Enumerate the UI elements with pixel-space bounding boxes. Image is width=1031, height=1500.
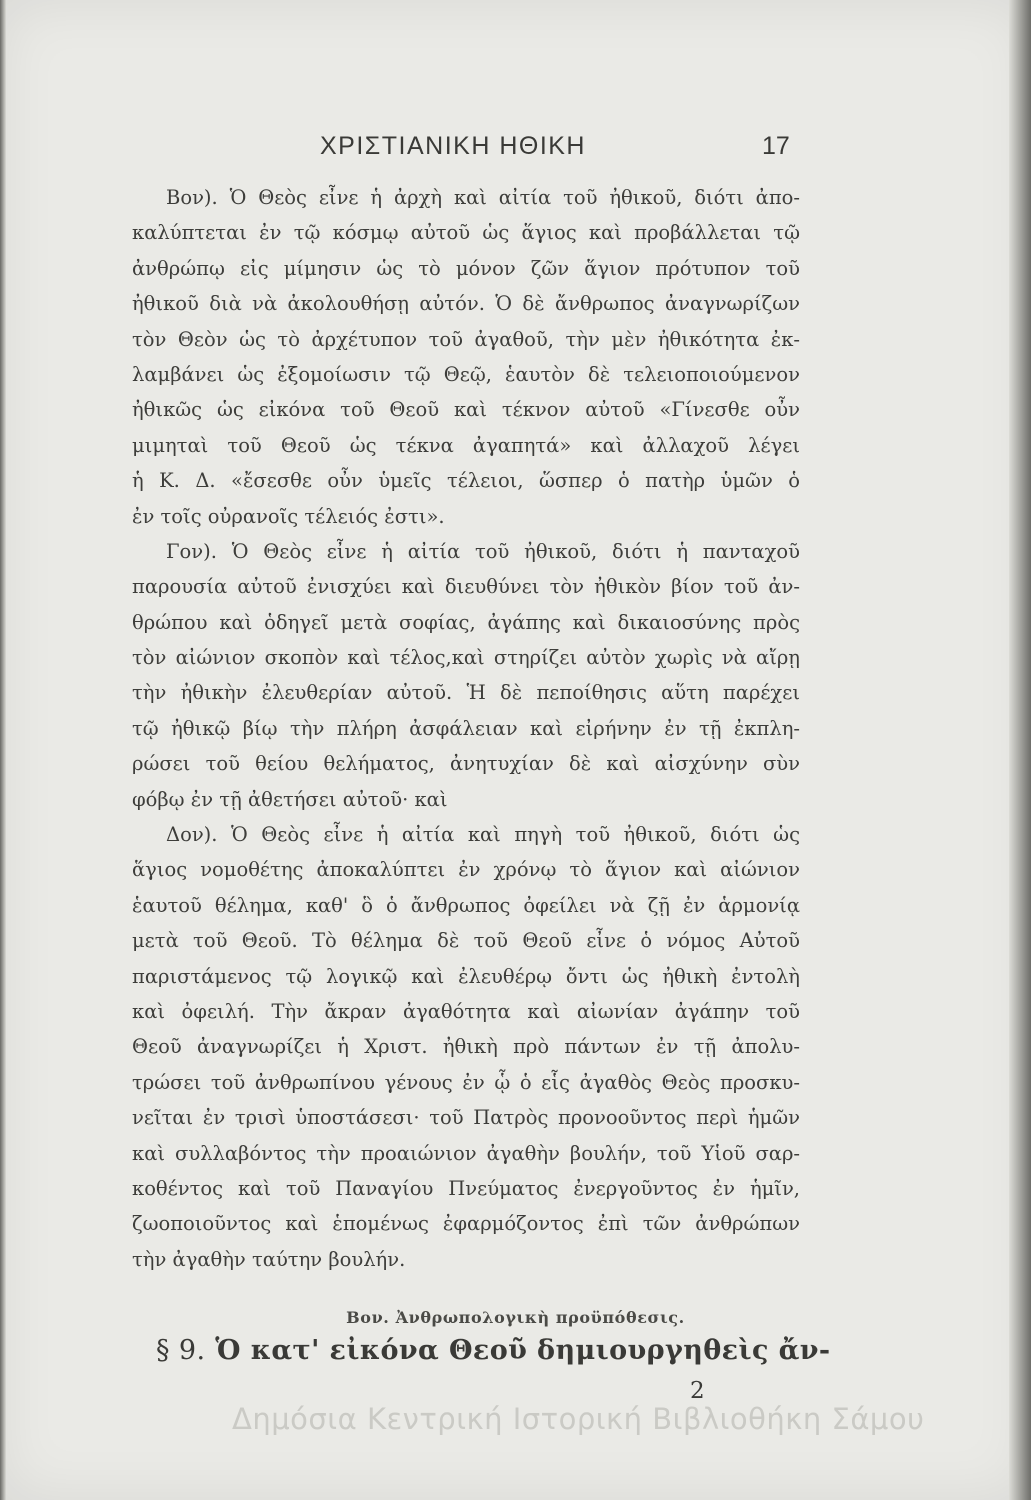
text-line: ζωοποιοῦντος καὶ ἑπομένως ἐφαρμόζοντος ἐπὶ τῶν ἀνθρώπων xyxy=(132,1212,800,1236)
text-line: ἡ Κ. Δ. «ἔσεσθε οὖν ὑμεῖς τέλειοι, ὥσπερ ὁ πατὴρ ὑμῶν ὁ xyxy=(132,469,800,493)
text-line: ρώσει τοῦ θείου θελήματος, ἀνητυχίαν δὲ καὶ αἰσχύνην σὺν xyxy=(132,752,800,776)
text-line: θρώπου καὶ ὁδηγεῖ μετὰ σοφίας, ἀγάπης καὶ δικαιοσύνης πρὸς xyxy=(132,610,800,634)
text-line: ἠθικοῦ διὰ νὰ ἀκολουθήσῃ αὐτόν. Ὁ δὲ ἄνθρωπος ἀναγνωρίζων xyxy=(132,292,800,316)
text-line: φόβῳ ἐν τῇ ἀθετήσει αὐτοῦ· καὶ xyxy=(132,787,448,811)
text-line: τρώσει τοῦ ἀνθρωπίνου γένους ἐν ᾧ ὁ εἷς ἀγαθὸς Θεὸς προσκυ- xyxy=(132,1070,800,1094)
text-line: καὶ ὀφειλή. Τὴν ἄκραν ἀγαθότητα καὶ αἰωνίαν ἀγάπην τοῦ xyxy=(132,999,800,1023)
text-line: παρουσία αὐτοῦ ἐνισχύει καὶ διευθύνει τὸν ἠθικὸν βίον τοῦ ἀν- xyxy=(132,575,800,599)
text-line: Θεοῦ ἀναγνωρίζει ἡ Χριστ. ἠθικὴ πρὸ πάντων ἐν τῇ ἀπολυ- xyxy=(132,1035,800,1059)
text-line: καλύπτεται ἐν τῷ κόσμῳ αὐτοῦ ὡς ἅγιος καὶ προβάλλεται τῷ xyxy=(132,221,800,245)
text-line: ἅγιος νομοθέτης ἀποκαλύπτει ἐν χρόνῳ τὸ ἅγιον καὶ αἰώνιον xyxy=(132,858,800,882)
text-line: ἀνθρώπῳ εἰς μίμησιν ὡς τὸ μόνον ζῶν ἅγιον πρότυπον τοῦ xyxy=(132,256,800,280)
section-heading xyxy=(156,1335,831,1366)
paragraph-delta xyxy=(132,817,800,1277)
text-line: κοθέντος καὶ τοῦ Παναγίου Πνεύματος ἐνεργοῦντος ἐν ἡμῖν, xyxy=(132,1176,800,1200)
text-line: ἐν τοῖς οὐρανοῖς τέλειός ἐστι». xyxy=(132,504,445,528)
page-left-edge xyxy=(0,0,6,1500)
body-text xyxy=(132,180,800,1277)
section-title: Ὁ κατ' εἰκόνα Θεοῦ δημιουργηθεὶς ἄν- xyxy=(215,1335,831,1366)
signature-mark: 2 xyxy=(690,1378,705,1404)
library-watermark: Δημόσια Κεντρική Ιστορική Βιβλιοθήκη Σάμου xyxy=(232,1402,925,1436)
text-line: νεῖται ἐν τρισὶ ὑποστάσεσι· τοῦ Πατρὸς προνοοῦντος περὶ ἡμῶν xyxy=(132,1106,800,1130)
text-line: μιμηταὶ τοῦ Θεοῦ ὡς τέκνα ἀγαπητά» καὶ ἀλλαχοῦ λέγει xyxy=(132,433,800,457)
page-right-edge xyxy=(1009,0,1031,1500)
text-line: Δον). Ὁ Θεὸς εἶνε ἡ αἰτία καὶ πηγὴ τοῦ ἠθικοῦ, διότι ὡς xyxy=(166,823,800,847)
running-head xyxy=(0,132,1031,172)
paragraph-gamma xyxy=(132,534,800,817)
running-title: ΧΡΙΣΤΙΑΝΙΚΗ ΗΘΙΚΗ xyxy=(320,132,586,160)
text-line: παριστάμενος τῷ λογικῷ καὶ ἐλευθέρῳ ὄντι ὡς ἠθικὴ ἐντολὴ xyxy=(132,964,800,988)
text-line: τὸν αἰώνιον σκοπὸν καὶ τέλος,καὶ στηρίζει αὐτὸν χωρὶς νὰ αἴρῃ xyxy=(132,646,800,670)
text-line: μετὰ τοῦ Θεοῦ. Τὸ θέλημα δὲ τοῦ Θεοῦ εἶνε ὁ νόμος Αὐτοῦ xyxy=(132,929,800,953)
text-line: Βον). Ὁ Θεὸς εἶνε ἡ ἀρχὴ καὶ αἰτία τοῦ ἠθικοῦ, διότι ἀπο- xyxy=(166,186,800,209)
text-line: καὶ συλλαβόντος τὴν προαιώνιον ἀγαθὴν βουλήν, τοῦ Υἱοῦ σαρ- xyxy=(132,1141,800,1165)
section-number: § 9. xyxy=(156,1335,206,1366)
text-line: τῷ ἠθικῷ βίῳ τὴν πλήρη ἀσφάλειαν καὶ εἰρήνην ἐν τῇ ἐκπλη- xyxy=(132,716,800,740)
text-line: τὴν ἠθικὴν ἐλευθερίαν αὐτοῦ. Ἡ δὲ πεποίθησις αὕτη παρέχει xyxy=(132,681,800,705)
page-number: 17 xyxy=(762,132,790,160)
text-line: ἑαυτοῦ θέλημα, καθ' ὃ ὁ ἄνθρωπος ὀφείλει νὰ ζῇ ἐν ἁρμονίᾳ xyxy=(132,893,800,917)
paragraph-beta xyxy=(132,180,800,534)
text-line: λαμβάνει ὡς ἐξομοίωσιν τῷ Θεῷ, ἑαυτὸν δὲ τελειοποιούμενον xyxy=(132,362,800,386)
subsection-label: Βον. Ἀνθρωπολογικὴ προϋπόθεσις. xyxy=(346,1308,685,1327)
text-line: ἠθικῶς ὡς εἰκόνα τοῦ Θεοῦ καὶ τέκνον αὐτοῦ «Γίνεσθε οὖν xyxy=(132,398,800,422)
text-line: τὸν Θεὸν ὡς τὸ ἀρχέτυπον τοῦ ἀγαθοῦ, τὴν μὲν ἠθικότητα ἐκ- xyxy=(132,327,800,351)
text-line: τὴν ἀγαθὴν ταύτην βουλήν. xyxy=(132,1247,406,1271)
text-line: Γον). Ὁ Θεὸς εἶνε ἡ αἰτία τοῦ ἠθικοῦ, διότι ἡ πανταχοῦ xyxy=(166,539,800,563)
